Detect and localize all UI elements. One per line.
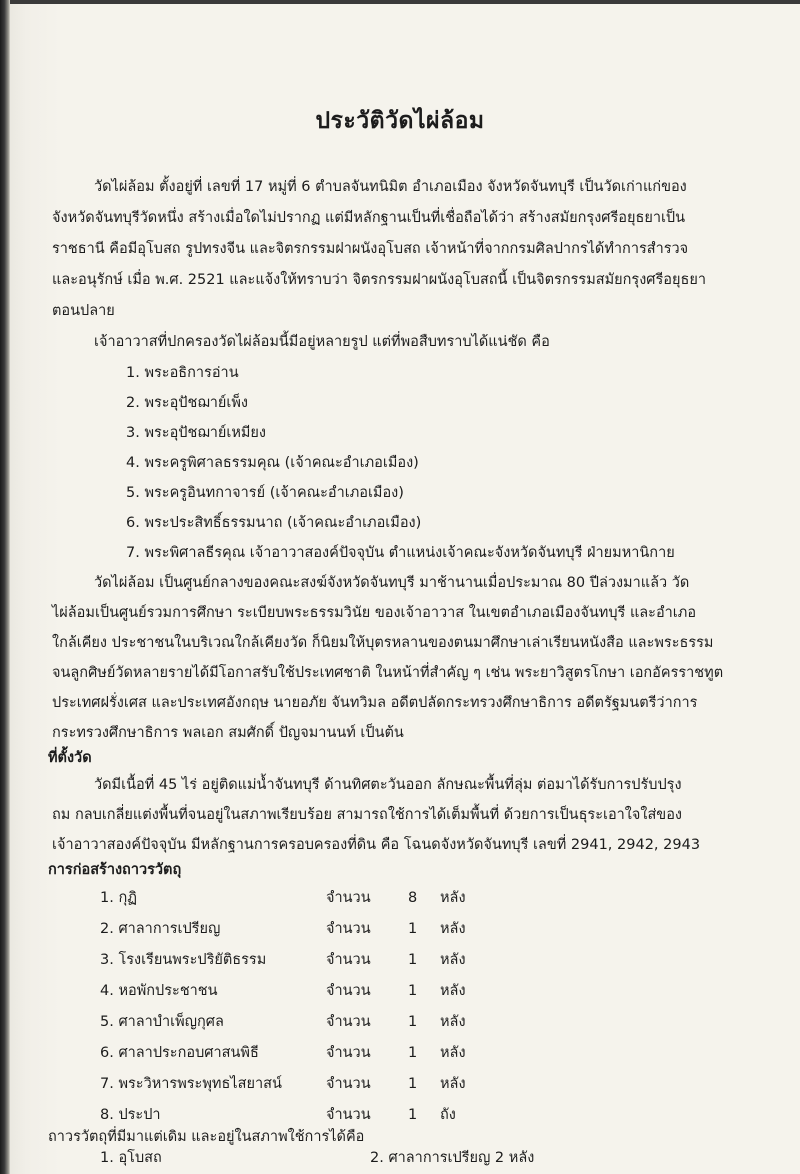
- building-unit: หลัง: [440, 1076, 466, 1092]
- existing-intro: ถาวรวัตถุที่มีมาแต่เดิม และอยู่ในสภาพใช้การได้คือ: [48, 1129, 365, 1145]
- page-title: ประวัติวัดไผ่ล้อม: [315, 108, 485, 134]
- building-unit: หลัง: [440, 890, 466, 906]
- paragraph-2-line-3: ใกล้เคียง ประชาชนในบริเวณใกล้เคียงวัด ก็นิยมให้บุตรหลานของตนมาศึกษาเล่าเรียนหนังสือ และพระธรรม: [52, 635, 714, 651]
- paragraph-2-line-4: จนลูกศิษย์วัดหลายรายได้มีโอกาสรับใช้ประเทศชาติ ในหน้าที่สำคัญ ๆ เช่น พระยาวิสูตรโกษา เอกอัครราชทูต: [52, 665, 724, 681]
- building-name: 8. ประปา: [100, 1107, 161, 1123]
- abbot-item: 6. พระประสิทธิ์ธรรมนาถ (เจ้าคณะอำเภอเมือง): [126, 515, 422, 531]
- building-count-label: จำนวน: [326, 1076, 371, 1092]
- scan-top-edge: [10, 0, 800, 4]
- building-count-label: จำนวน: [326, 921, 371, 937]
- paragraph-1-line-1: วัดไผ่ล้อม ตั้งอยู่ที่ เลขที่ 17 หมู่ที่ 6 ตำบลจันทนิมิต อำเภอเมือง จังหวัดจันทบุรี เป็นวัดเก่าแก่ของ: [94, 179, 687, 195]
- abbot-item: 4. พระครูพิศาลธรรมคุณ (เจ้าคณะอำเภอเมือง): [126, 455, 419, 471]
- abbots-intro: เจ้าอาวาสที่ปกครองวัดไผ่ล้อมนี้มีอยู่หลายรูป แต่ที่พอสืบทราบได้แน่ชัด คือ: [94, 334, 550, 350]
- building-qty: 1: [408, 1107, 418, 1123]
- building-unit: หลัง: [440, 1014, 466, 1030]
- location-line-1: วัดมีเนื้อที่ 45 ไร่ อยู่ติดแม่น้ำจันทบุรี ด้านทิศตะวันออก ลักษณะพื้นที่ลุ่ม ต่อมาได้รับการปรับปรุง: [94, 777, 682, 793]
- abbot-item: 3. พระอุปัชฌาย์เหมียง: [126, 425, 267, 441]
- building-unit: หลัง: [440, 921, 466, 937]
- building-count-label: จำนวน: [326, 1014, 371, 1030]
- paragraph-2-line-2: ไผ่ล้อมเป็นศูนย์รวมการศึกษา ระเบียบพระธรรมวินัย ของเจ้าอาวาส ในเขตอำเภอเมืองจันทบุรี และอำเภอ: [52, 605, 697, 621]
- abbot-item: 2. พระอุปัชฌาย์เพ็ง: [126, 395, 248, 411]
- building-unit: หลัง: [440, 1045, 466, 1061]
- building-name: 2. ศาลาการเปรียญ: [100, 921, 221, 937]
- building-unit: หลัง: [440, 983, 466, 999]
- building-qty: 1: [408, 1045, 418, 1061]
- building-unit: หลัง: [440, 952, 466, 968]
- building-name: 1. กุฏิ: [100, 890, 137, 906]
- building-count-label: จำนวน: [326, 952, 371, 968]
- paragraph-2-line-6: กระทรวงศึกษาธิการ พลเอก สมศักดิ์ ปัญจมานนท์ เป็นต้น: [52, 725, 404, 741]
- paragraph-2-line-1: วัดไผ่ล้อม เป็นศูนย์กลางของคณะสงฆ์จังหวัดจันทบุรี มาช้านานเมื่อประมาณ 80 ปีล่วงมาแล้ว วัด: [94, 575, 690, 591]
- building-count-label: จำนวน: [326, 983, 371, 999]
- book-spine-shadow: [0, 0, 10, 1174]
- building-count-label: จำนวน: [326, 890, 371, 906]
- paragraph-1-line-2: จังหวัดจันทบุรีวัดหนึ่ง สร้างเมื่อใดไม่ปรากฏ แต่มีหลักฐานเป็นที่เชื่อถือได้ว่า สร้างสมัยกรุงศรีอยุธยาเป็น: [52, 210, 686, 226]
- building-name: 3. โรงเรียนพระปริยัติธรรม: [100, 952, 267, 968]
- building-name: 5. ศาลาบำเพ็ญกุศล: [100, 1014, 224, 1030]
- location-heading: ที่ตั้งวัด: [48, 750, 92, 766]
- building-name: 6. ศาลาประกอบศาสนพิธี: [100, 1045, 259, 1061]
- building-qty: 1: [408, 1014, 418, 1030]
- location-line-2: ถม กลบเกลี่ยแต่งพื้นที่จนอยู่ในสภาพเรียบร้อย สามารถใช้การได้เต็มพื้นที่ ด้วยการเป็นธุระเอาใจใส่ของ: [52, 807, 683, 823]
- building-qty: 1: [408, 983, 418, 999]
- building-qty: 8: [408, 890, 418, 906]
- building-count-label: จำนวน: [326, 1107, 371, 1123]
- existing-item: 1. อุโบสถ: [100, 1150, 162, 1166]
- paragraph-1-line-4: และอนุรักษ์ เมื่อ พ.ศ. 2521 และแจ้งให้ทราบว่า จิตรกรรมฝาผนังอุโบสถนี้ เป็นจิตรกรรมสมัยกรุงศรีอยุธยา: [52, 272, 706, 288]
- paragraph-1-line-3: ราชธานี คือมีอุโบสถ รูปทรงจีน และจิตรกรรมฝาผนังอุโบสถ เจ้าหน้าที่จากกรมศิลปากรได้ทำการสำรวจ: [52, 241, 689, 257]
- building-name: 7. พระวิหารพระพุทธไสยาสน์: [100, 1076, 282, 1092]
- abbot-item: 7. พระพิศาลธีรคุณ เจ้าอาวาสองค์ปัจจุบัน ตำแหน่งเจ้าคณะจังหวัดจันทบุรี ฝ่ายมหานิกาย: [126, 545, 675, 561]
- construction-heading: การก่อสร้างถาวรวัตถุ: [48, 862, 182, 878]
- building-count-label: จำนวน: [326, 1045, 371, 1061]
- building-unit: ถัง: [440, 1107, 456, 1123]
- building-qty: 1: [408, 952, 418, 968]
- existing-item: 2. ศาลาการเปรียญ 2 หลัง: [370, 1150, 535, 1166]
- paragraph-1-line-5: ตอนปลาย: [52, 303, 115, 319]
- paragraph-2-line-5: ประเทศฝรั่งเศส และประเทศอังกฤษ นายอภัย จันทวิมล อดีตปลัดกระทรวงศึกษาธิการ อดีตรัฐมนตรีว่าการ: [52, 695, 698, 711]
- building-qty: 1: [408, 1076, 418, 1092]
- building-qty: 1: [408, 921, 418, 937]
- location-line-3: เจ้าอาวาสองค์ปัจจุบัน มีหลักฐานการครอบครองที่ดิน คือ โฉนดจังหวัดจันทบุรี เลขที่ 2941, 2942, 2943: [52, 837, 701, 853]
- abbot-item: 1. พระอธิการอ่าน: [126, 365, 239, 381]
- building-name: 4. หอพักประชาชน: [100, 983, 218, 999]
- abbot-item: 5. พระครูอินทกาจารย์ (เจ้าคณะอำเภอเมือง): [126, 485, 404, 501]
